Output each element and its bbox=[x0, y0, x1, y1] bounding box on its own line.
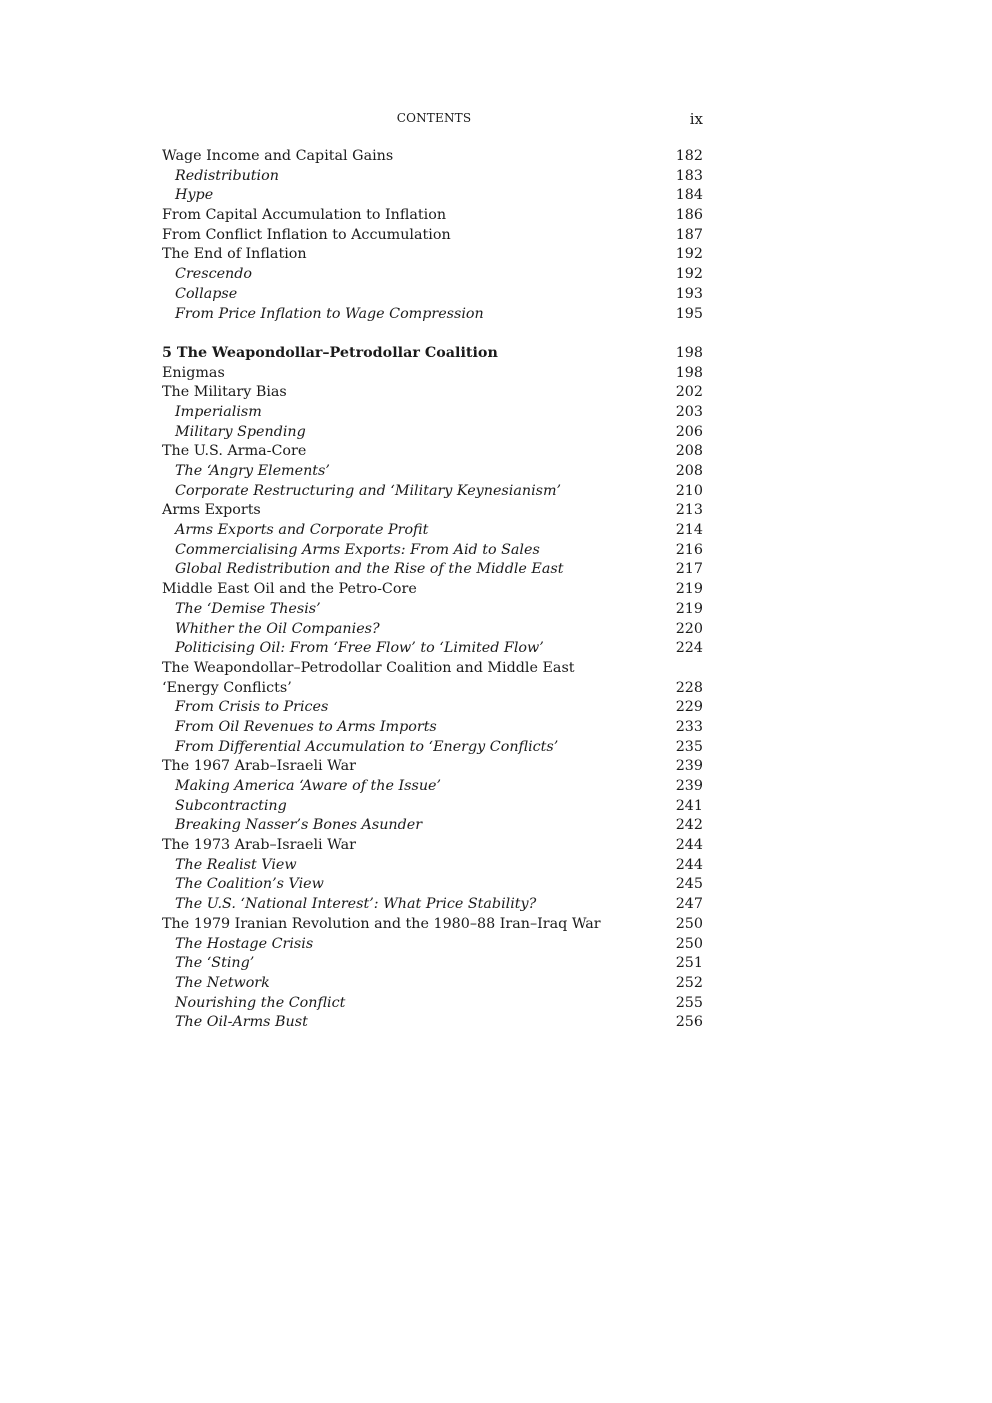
toc-subsection-entry bbox=[162, 482, 703, 502]
toc-entry-title: ‘Energy Conflicts’ bbox=[162, 679, 292, 696]
toc-entry-page: 198 bbox=[675, 344, 703, 361]
toc-entry-page: 229 bbox=[675, 699, 703, 716]
toc-subsection-entry bbox=[162, 265, 703, 285]
toc-entry-page: 252 bbox=[675, 974, 703, 991]
toc-subsection-entry bbox=[162, 305, 703, 325]
toc-subsection-entry bbox=[162, 974, 703, 994]
toc-section-entry bbox=[162, 679, 703, 699]
running-header-title: CONTENTS bbox=[396, 111, 472, 125]
toc-subsection-entry bbox=[162, 620, 703, 640]
toc-entry-page: 203 bbox=[675, 403, 703, 420]
toc-subsection-entry bbox=[162, 777, 703, 797]
toc-section-entry bbox=[162, 836, 703, 856]
toc-entry-title: The ‘Sting’ bbox=[175, 955, 255, 972]
toc-entry-title: Commercialising Arms Exports: From Aid to Sales bbox=[175, 541, 540, 558]
toc-entry-page: 242 bbox=[675, 817, 703, 834]
toc-entry-page: 186 bbox=[675, 207, 703, 224]
toc-entry-page: 255 bbox=[675, 994, 703, 1011]
toc-entry-page: 192 bbox=[675, 246, 703, 263]
toc-entry-title: Nourishing the Conflict bbox=[175, 994, 346, 1011]
toc-entry-page: 187 bbox=[675, 226, 703, 243]
toc-entry-page: 228 bbox=[675, 679, 703, 696]
toc-entry-title: Middle East Oil and the Petro-Core bbox=[162, 581, 417, 598]
toc-entry-page: 216 bbox=[675, 541, 703, 558]
toc-entry-page: 256 bbox=[675, 1014, 703, 1031]
toc-entry-title: Global Redistribution and the Rise of the Middle East bbox=[175, 561, 564, 578]
toc-entry-title: Arms Exports bbox=[162, 502, 261, 519]
toc-entry-title: Corporate Restructuring and ‘Military Keynesianism’ bbox=[175, 482, 562, 499]
toc-entry-page: 247 bbox=[675, 896, 703, 913]
toc-entry-page: 208 bbox=[675, 443, 703, 460]
toc-entry-title: The 1979 Iranian Revolution and the 1980–88 Iran–Iraq War bbox=[162, 915, 601, 932]
toc-section-entry bbox=[162, 383, 703, 403]
toc-section-entry bbox=[162, 364, 703, 384]
toc-entry-page: 193 bbox=[675, 285, 703, 302]
toc-subsection-entry bbox=[162, 895, 703, 915]
toc-section-entry bbox=[162, 245, 703, 265]
toc-chapter-entry bbox=[162, 344, 703, 364]
toc-entry-page: 213 bbox=[675, 502, 703, 519]
toc-subsection-entry bbox=[162, 994, 703, 1014]
toc-entry-title: Enigmas bbox=[162, 364, 225, 381]
toc-section-entry bbox=[162, 442, 703, 462]
toc-entry-title: The 1967 Arab–Israeli War bbox=[162, 758, 356, 775]
toc-entry-page: 198 bbox=[675, 364, 703, 381]
toc-entry-title: From Oil Revenues to Arms Imports bbox=[175, 718, 437, 735]
toc-subsection-entry bbox=[162, 423, 703, 443]
toc-entry-page: 220 bbox=[675, 620, 703, 637]
toc-entry-page: 219 bbox=[675, 581, 703, 598]
toc-entry-title: Imperialism bbox=[175, 403, 262, 420]
toc-subsection-entry bbox=[162, 1013, 703, 1033]
toc-entry-page: 183 bbox=[675, 167, 703, 184]
toc-entry-title: Hype bbox=[175, 187, 214, 204]
toc-entry-title: The U.S. ‘National Interest’: What Price Stability? bbox=[175, 896, 537, 913]
toc-entry-title: From Crisis to Prices bbox=[175, 699, 329, 716]
toc-subsection-entry bbox=[162, 600, 703, 620]
toc-subsection-entry bbox=[162, 698, 703, 718]
toc-entry-page: 244 bbox=[675, 856, 703, 873]
toc-entry-title: From Capital Accumulation to Inflation bbox=[162, 207, 447, 224]
toc-subsection-entry bbox=[162, 285, 703, 305]
toc-entry-page: 235 bbox=[675, 738, 703, 755]
toc-subsection-entry bbox=[162, 462, 703, 482]
toc-subsection-entry bbox=[162, 403, 703, 423]
toc-subsection-entry bbox=[162, 167, 703, 187]
toc-entry-title: Military Spending bbox=[175, 423, 306, 440]
toc-entry-title: Redistribution bbox=[175, 167, 279, 184]
toc-entry-page: 251 bbox=[675, 955, 703, 972]
toc-entry-title: The 1973 Arab–Israeli War bbox=[162, 837, 356, 854]
toc-section-entry bbox=[162, 147, 703, 167]
toc-section-entry bbox=[162, 757, 703, 777]
toc-entry-title: Whither the Oil Companies? bbox=[175, 620, 380, 637]
toc-subsection-entry bbox=[162, 186, 703, 206]
toc-entry-title: The Hostage Crisis bbox=[175, 935, 314, 952]
toc-subsection-entry bbox=[162, 954, 703, 974]
toc-entry-title: The End of Inflation bbox=[162, 246, 307, 263]
toc-entry-title: Politicising Oil: From ‘Free Flow’ to ‘Limited Flow’ bbox=[175, 640, 544, 657]
toc-entry-title: The Oil-Arms Bust bbox=[175, 1014, 308, 1031]
toc-subsection-entry bbox=[162, 639, 703, 659]
toc-entry-page: 239 bbox=[675, 778, 703, 794]
toc-entry-title: The ‘Angry Elements’ bbox=[175, 463, 330, 479]
toc-entry-title: Wage Income and Capital Gains bbox=[162, 148, 394, 164]
toc-entry-title: 5 The Weapondollar–Petrodollar Coalition bbox=[162, 344, 498, 361]
toc-entry-title: The Coalition’s View bbox=[175, 876, 324, 893]
toc-entry-page: 239 bbox=[675, 758, 703, 775]
page-number: ix bbox=[689, 110, 703, 128]
toc-section-entry bbox=[162, 501, 703, 521]
toc-entry-title: Making America ‘Aware of the Issue’ bbox=[175, 778, 442, 794]
toc-subsection-entry bbox=[162, 856, 703, 876]
toc-entry-title: From Conflict Inflation to Accumulation bbox=[162, 226, 451, 243]
toc-entry-page: 206 bbox=[675, 423, 703, 440]
toc-entry-title: Breaking Nasser’s Bones Asunder bbox=[175, 817, 423, 834]
toc-entry-title: From Price Inflation to Wage Compression bbox=[175, 305, 484, 322]
toc-entry-page: 192 bbox=[675, 266, 703, 283]
toc-entry-page: 250 bbox=[675, 915, 703, 932]
toc-subsection-entry bbox=[162, 797, 703, 817]
toc-subsection-entry bbox=[162, 935, 703, 955]
toc-entry-page: 184 bbox=[675, 187, 703, 204]
toc-subsection-entry bbox=[162, 875, 703, 895]
toc-section-entry bbox=[162, 580, 703, 600]
toc-section-entry bbox=[162, 915, 703, 935]
toc-subsection-entry bbox=[162, 738, 703, 758]
toc-entry-page: 241 bbox=[675, 797, 703, 814]
toc-entry-title: The Network bbox=[175, 974, 270, 991]
toc-entry-title: Arms Exports and Corporate Profit bbox=[175, 522, 429, 539]
toc-section-entry bbox=[162, 659, 703, 679]
toc-entry-page: 250 bbox=[675, 935, 703, 952]
toc-subsection-entry bbox=[162, 521, 703, 541]
toc-entry-title: The Realist View bbox=[175, 856, 297, 873]
toc-entry-title: The Military Bias bbox=[162, 384, 287, 401]
toc-entry-title: Subcontracting bbox=[175, 797, 287, 814]
toc-subsection-entry bbox=[162, 816, 703, 836]
toc-entry-page: 182 bbox=[675, 148, 703, 164]
toc-section-entry bbox=[162, 206, 703, 226]
toc-section-entry bbox=[162, 226, 703, 246]
toc-entry-title: The Weapondollar–Petrodollar Coalition and Middle East bbox=[162, 659, 575, 676]
toc-subsection-entry bbox=[162, 560, 703, 580]
toc-entry-title: Collapse bbox=[175, 285, 238, 302]
toc-entry-page: 224 bbox=[675, 640, 703, 657]
table-of-contents bbox=[162, 147, 703, 1033]
toc-entry-page: 210 bbox=[675, 482, 703, 499]
toc-subsection-entry bbox=[162, 718, 703, 738]
toc-entry-page: 202 bbox=[675, 384, 703, 401]
toc-entry-title: The U.S. Arma-Core bbox=[162, 443, 307, 460]
toc-entry-title: From Differential Accumulation to ‘Energy Conflicts’ bbox=[175, 738, 559, 755]
toc-entry-page: 214 bbox=[675, 522, 703, 539]
toc-entry-page: 245 bbox=[675, 876, 703, 893]
toc-entry-page: 219 bbox=[675, 600, 703, 617]
toc-entry-page: 244 bbox=[675, 837, 703, 854]
toc-subsection-entry bbox=[162, 541, 703, 561]
toc-entry-page: 208 bbox=[675, 463, 703, 479]
toc-entry-page: 195 bbox=[675, 305, 703, 322]
toc-entry-title: The ‘Demise Thesis’ bbox=[175, 600, 321, 617]
toc-entry-title: Crescendo bbox=[175, 266, 253, 283]
toc-entry-page: 217 bbox=[675, 561, 703, 578]
toc-entry-page: 233 bbox=[675, 718, 703, 735]
